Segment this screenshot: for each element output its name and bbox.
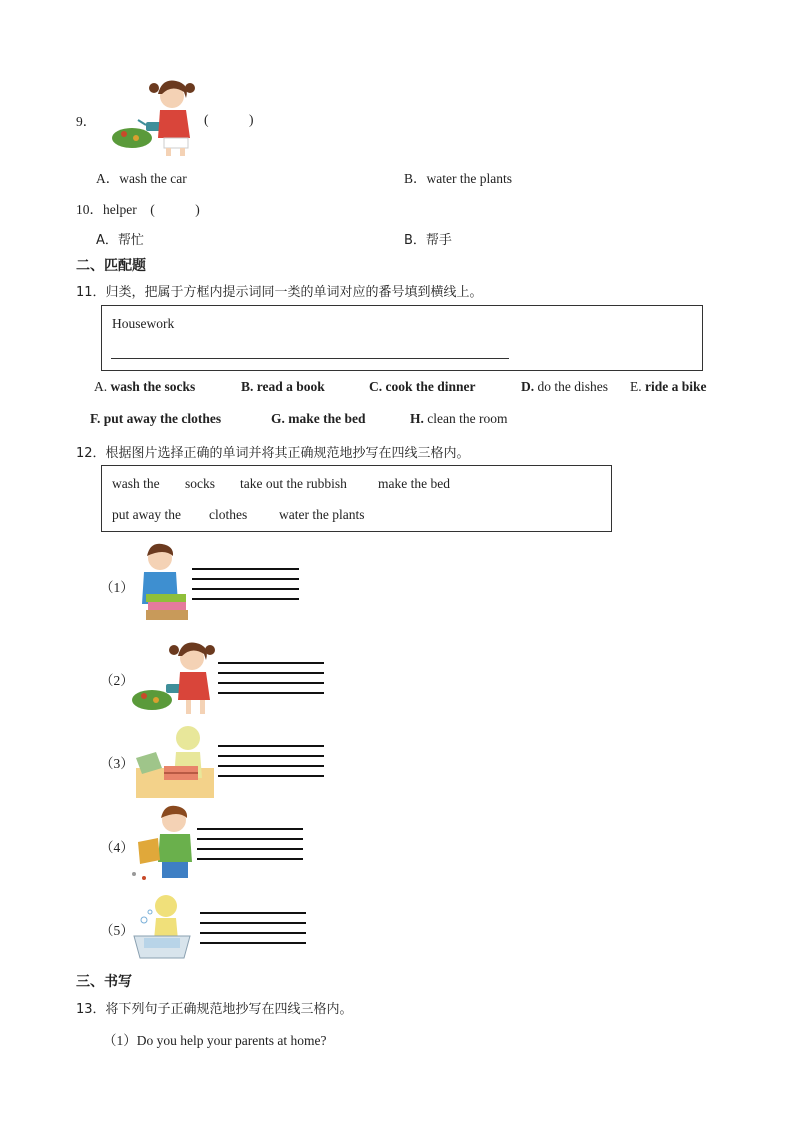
- q11-instruction: 11．归类，把属于方框内提示词同一类的单词对应的番号填到横线上。: [76, 285, 483, 300]
- q12-instruction: 12．根据图片选择正确的单词并将其正确规范地抄写在四线三格内。: [76, 446, 470, 461]
- boy-taking-out-rubbish-icon: [128, 804, 196, 882]
- q11-answer-line[interactable]: [111, 358, 509, 359]
- girl-watering-plants-image: [110, 76, 198, 158]
- boy-folding-clothes-icon: [130, 540, 190, 626]
- q12-item2-writing-lines[interactable]: [218, 662, 324, 702]
- q12-item5-writing-lines[interactable]: [200, 912, 306, 952]
- section2-title: 二、匹配题: [76, 258, 146, 274]
- q11-option-a[interactable]: A. wash the socks: [94, 379, 196, 394]
- q13-item1: （1）Do you help your parents at home?: [103, 1033, 327, 1048]
- q12-word: clothes: [209, 507, 248, 522]
- q12-item3-label: （3）: [100, 756, 134, 771]
- q12-word: socks: [185, 476, 215, 491]
- q12-word: make the bed: [378, 476, 450, 491]
- q12-item3-writing-lines[interactable]: [218, 745, 324, 785]
- girl-watering-plants-icon: [130, 638, 218, 718]
- q11-option-c[interactable]: C. cook the dinner: [369, 379, 476, 394]
- q12-item4-label: （4）: [100, 840, 134, 855]
- q11-box-word: Housework: [112, 316, 175, 331]
- q12-word-box: [101, 465, 612, 532]
- q9-option-b[interactable]: B．water the plants: [404, 171, 512, 186]
- q11-option-f[interactable]: F. put away the clothes: [90, 411, 222, 426]
- q10-option-b[interactable]: B．帮手: [404, 233, 452, 248]
- q12-word: take out the rubbish: [240, 476, 347, 491]
- q11-option-g[interactable]: G. make the bed: [271, 411, 366, 426]
- q11-option-d[interactable]: D. do the dishes: [521, 379, 608, 394]
- q12-item4-writing-lines[interactable]: [197, 828, 303, 868]
- q11-box: [101, 305, 703, 371]
- q12-item1-label: （1）: [100, 580, 134, 595]
- q11-option-h[interactable]: H. clean the room: [410, 411, 508, 426]
- q11-options-row1: [94, 379, 195, 395]
- q12-item5-label: （5）: [100, 923, 134, 938]
- section3-title: 三、书写: [76, 974, 132, 990]
- q12-word: put away the: [112, 507, 181, 522]
- q12-word: wash the: [112, 476, 160, 491]
- q10-prompt: 10．helper ( ): [76, 202, 200, 217]
- q12-item2-label: （2）: [100, 673, 134, 688]
- q9-number: 9．: [76, 114, 97, 129]
- q11-option-b[interactable]: B. read a book: [241, 379, 325, 394]
- q13-instruction: 13．将下列句子正确规范地抄写在四线三格内。: [76, 1002, 353, 1017]
- child-making-bed-icon: [132, 722, 216, 802]
- q9-option-a[interactable]: A．wash the car: [96, 171, 187, 186]
- q9-answer-blank[interactable]: ( ): [204, 112, 254, 127]
- q12-item1-writing-lines[interactable]: [192, 568, 299, 608]
- q11-option-e[interactable]: E. ride a bike: [630, 379, 707, 394]
- q12-word: water the plants: [279, 507, 365, 522]
- child-washing-socks-icon: [130, 890, 194, 964]
- q10-option-a[interactable]: A．帮忙: [96, 233, 144, 248]
